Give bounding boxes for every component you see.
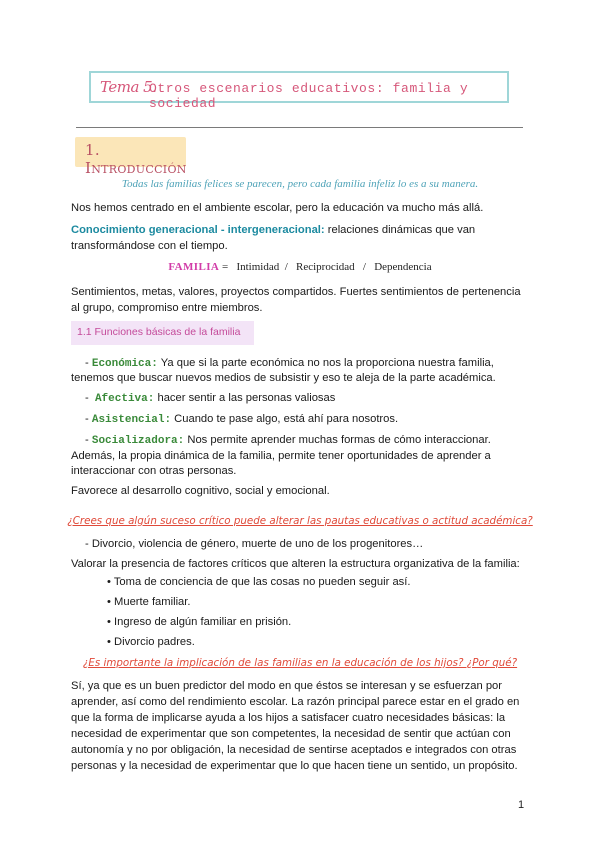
epigraph-quote: Todas las familias felices se parecen, pero cada familia infeliz lo es a su manera.: [121, 178, 479, 190]
dash: -: [85, 357, 92, 369]
function-label: Asistencial:: [91, 414, 172, 426]
dash: -: [85, 413, 92, 425]
question-family-involvement: ¿Es importante la implicación de las familias en la educación de los hijos? ¿Por qué?: [82, 657, 518, 669]
section-badge: [75, 137, 187, 177]
dash: -: [85, 392, 95, 404]
concept-definition-cont: transformándose con el tiempo.: [71, 240, 228, 252]
list-item: • Muerte familiar.: [107, 596, 191, 608]
valorar-paragraph: Valorar la presencia de factores críticos que alteren la estructura organizativa de la familia:: [71, 558, 520, 570]
function-socializadora-cont: interaccionar con otras personas.: [71, 465, 237, 477]
function-label: Económica:: [91, 358, 158, 370]
paragraph-line: necesidad de experimentar que son competentes, la necesidad de sentir que actúan con: [71, 728, 511, 740]
family-formula-rest: = Intimidad / Reciprocidad / Dependencia: [219, 261, 432, 273]
sentiments-line: al grupo, compromiso entre miembros.: [71, 302, 263, 314]
function-text: Nos permite aprender muchas formas de cómo interaccionar.: [184, 434, 491, 446]
sentiments-line: Sentimientos, metas, valores, proyectos compartidos. Fuertes sentimientos de pertenencia: [71, 286, 521, 298]
subsection-badge: [71, 321, 254, 345]
concept-definition: relaciones dinámicas que van: [324, 224, 476, 236]
function-economica-cont: tenemos que buscar nuevos medios de subsistir y eso te aleja de la parte académica.: [71, 372, 496, 384]
list-item: • Divorcio padres.: [107, 636, 195, 648]
family-formula: [0, 261, 600, 273]
section-title: 1. Introducción: [85, 141, 187, 177]
paragraph-line: aprender, así como del rendimiento escolar. La razón principal parece estar en el grado en: [71, 696, 520, 708]
final-paragraph: [71, 678, 519, 774]
paragraph-line: personas y la necesidad de experimentar que lo que hacen tiene un sentido, un propósito.: [71, 760, 518, 772]
concept-term: Conocimiento generacional - intergeneracional:: [71, 224, 325, 236]
document-title: Otros escenarios educativos: familia y sociedad: [149, 81, 469, 111]
function-socializadora: [85, 432, 491, 449]
function-afectiva: [85, 390, 335, 407]
function-asistencial: [85, 411, 398, 428]
list-item: • Ingreso de algún familiar en prisión.: [107, 616, 292, 628]
family-term: FAMILIA: [168, 261, 220, 273]
question-critical-event: ¿Crees que algún suceso crítico puede alterar las pautas educativas o actitud académica?: [67, 515, 533, 527]
intro-paragraph: Nos hemos centrado en el ambiente escolar, pero la educación va mucho más allá.: [71, 202, 484, 214]
list-item: • Toma de conciencia de que las cosas no pueden seguir así.: [107, 576, 411, 588]
document-title-box: [89, 71, 509, 111]
function-label: Afectiva:: [94, 393, 155, 405]
concept-paragraph: [71, 222, 475, 254]
paragraph-line: que la forma de implicarse ayuda a los hijos a satisfacer cuatro necesidades básicas: la: [71, 712, 506, 724]
function-socializadora-cont: Además, la propia dinámica de la familia, permite tener oportunidades de aprender a: [71, 450, 491, 462]
sentiments-paragraph: [71, 284, 521, 316]
function-label: Socializadora:: [91, 435, 185, 447]
paragraph-line: autonomía y no por obligación, la necesidad de sentirse aceptados e integrados con otras: [71, 744, 517, 756]
page-number: 1: [518, 799, 525, 811]
tema-label: Tema 5.: [100, 78, 157, 96]
function-text: Ya que si la parte económica no nos la proporciona nuestra familia,: [157, 357, 494, 369]
paragraph-line: Sí, ya que es un buen predictor del modo en que éstos se interesan y se esfuerzan por: [71, 680, 502, 692]
favorece-paragraph: Favorece al desarrollo cognitivo, social y emocional.: [71, 485, 330, 497]
function-text: Cuando te pase algo, está ahí para nosotros.: [171, 413, 399, 425]
function-text: hacer sentir a las personas valiosas: [154, 392, 336, 404]
answer-critical-event: - Divorcio, violencia de género, muerte de uno de los progenitores…: [85, 538, 424, 550]
subsection-title: 1.1 Funciones básicas de la familia: [77, 326, 241, 338]
dash: -: [85, 434, 92, 446]
divider: [76, 127, 523, 128]
